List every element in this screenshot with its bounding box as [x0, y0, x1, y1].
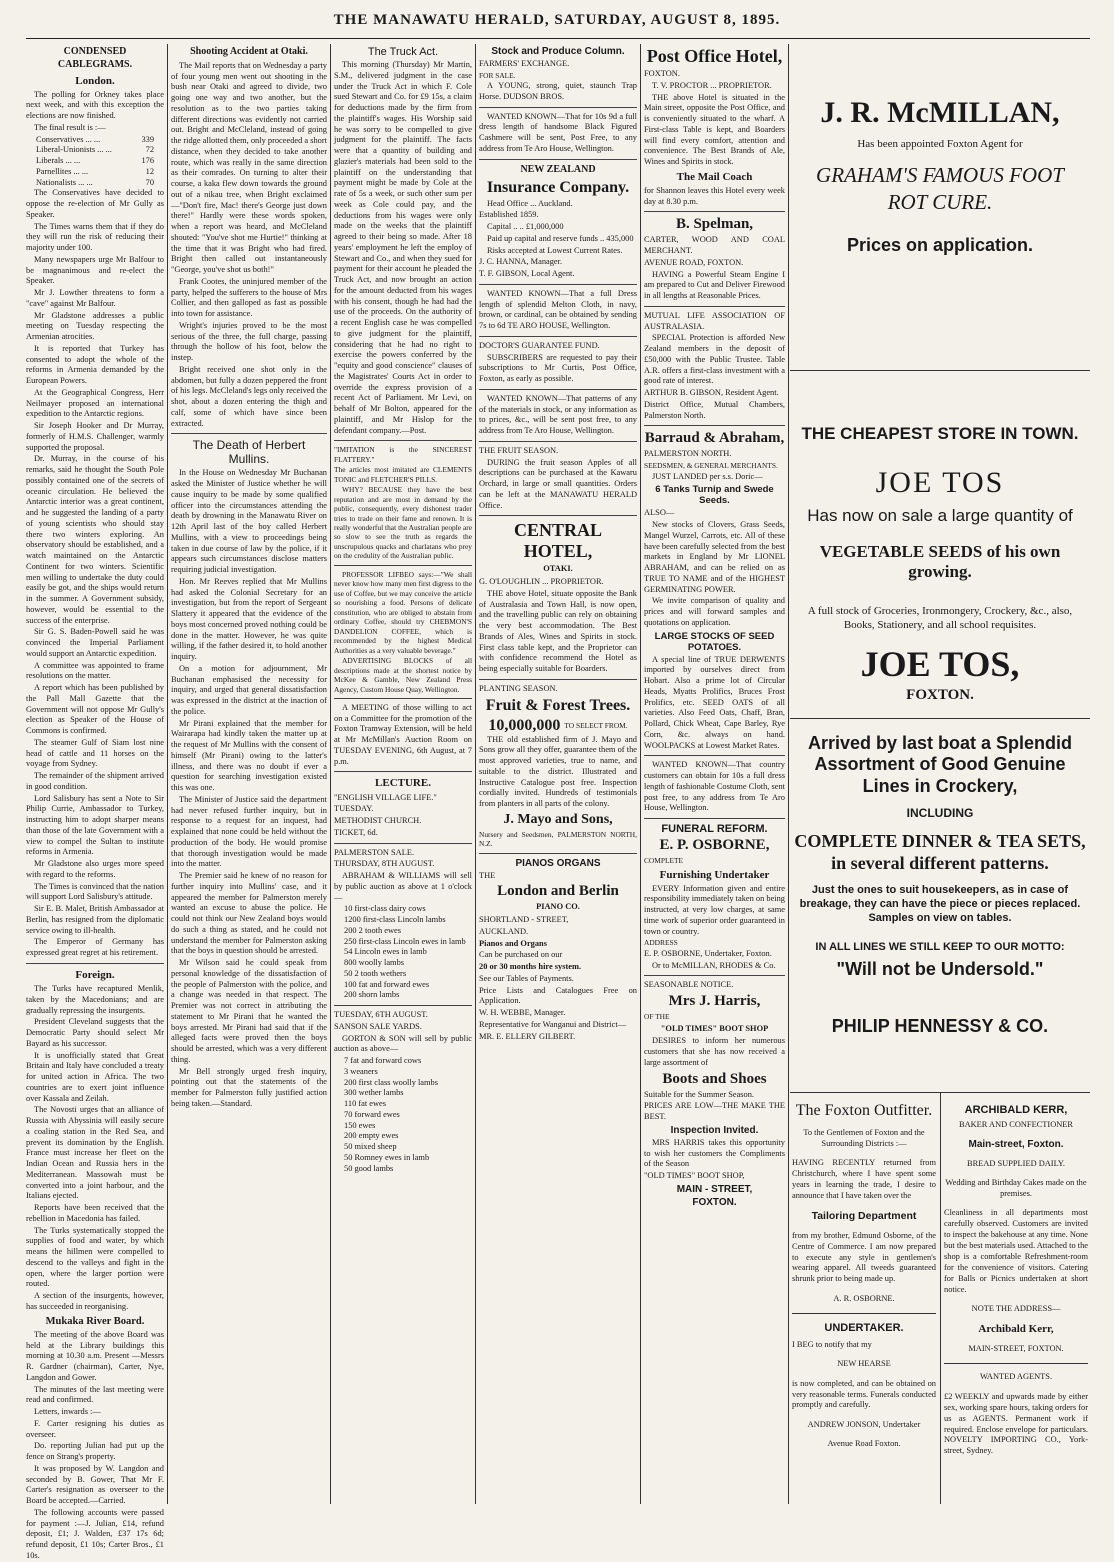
list-item: 800 woolly lambs: [344, 958, 405, 968]
paragraph: The remainder of the shipment arrived in good condition.: [26, 771, 164, 791]
ad-text: SUBSCRIBERS are requested to pay their subscriptions to Mr Curtis, Post Office, Foxton, as early as possible.: [479, 352, 637, 384]
paragraph: Lord Salisbury has sent a Note to Sir Philip Currie, Ambassador to Turkey, instructing him to adopt sharper means than those of the late Government with a view to compel the Sultan to institute reforms in Armenia.: [26, 793, 164, 857]
ad-text: NEW HEARSE: [837, 1359, 891, 1369]
ad-title: J. R. McMILLAN,: [820, 96, 1060, 129]
ad-text: THE above Hotel is situated in the Main street, opposite the Post Office, and is conveniently situated to the wharf. A First-class Table is kept, and Boarders will find every comfort, attention and convenience. The Best Brands of Ale, Wines and Spirits in stock.: [644, 92, 785, 166]
ad-text: Risks accepted at Lowest Current Rates.: [487, 245, 623, 255]
ad-text: THE FRUIT SEASON.: [479, 445, 559, 455]
ad-text: A MEETING of those willing to act on a Committee for the promotion of the Foxton Tramway Extension, will be held at Mr McMillan's Auction Room on TUESDAY EVENING, 6th August, at 7 p.m.: [334, 702, 472, 766]
ad-text: from my brother, Edmund Osborne, of the Centre of Commerce. I am now prepared to execute any style in gentlemen's wearing apparel. All tweeds guaranteed shrunk prior to being made up.: [792, 1230, 936, 1284]
ad-text: NOTE THE ADDRESS—: [971, 1304, 1061, 1314]
ad-head: Tailoring Department: [811, 1210, 917, 1223]
ad-head: Main-street, Foxton.: [968, 1139, 1064, 1151]
ad-text: WANTED KNOWN—That patterns of any of the materials in stock, or any information as to prices, &c., will be sent post free, to any address from Te Aro House, Wellington.: [479, 393, 637, 436]
ad-text: W. H. WEBBE, Manager.: [479, 1008, 566, 1018]
ad-text: Suitable for the Summer Season.: [644, 1089, 755, 1099]
ad-head: The Mail Coach: [676, 170, 753, 183]
paragraph: The Novosti urges that an alliance of Russia with Abyssinia will easily secure a coaling station in the Red Sea, and prevent its domination by the English. France must increase her fleet on the Indian Ocean and Russia hers in the Mediterranean. Massowah must be converted into a joint harbour, and the Italians ejected.: [26, 1105, 164, 1201]
list-item: 50 2 tooth wethers: [344, 968, 407, 978]
ad-text: COMPLETE: [644, 856, 684, 866]
ad-title: THE CHEAPEST STORE IN TOWN.: [801, 424, 1079, 443]
ad-text: WANTED KNOWN—That country customers can obtain for 10s a full dress length of fashionable Costume Cloth, sent post free, to any address from Te Aro House, Wellington.: [644, 760, 785, 813]
section-title: The Death of Herbert Mullins.: [192, 438, 306, 467]
lecture-head: LECTURE.: [375, 777, 431, 790]
ad-text: Established 1859.: [479, 210, 539, 220]
ad-text: CARTER, WOOD AND COAL MERCHANT.: [644, 235, 785, 256]
ad-text: We invite comparison of quality and prices and will forward samples and quotations on application.: [644, 596, 785, 627]
ad-text: J. C. HANNA, Manager.: [479, 257, 563, 267]
ad-text: WANTED KNOWN—That a full Dress length of splendid Melton Cloth, in navy, brown, or cardinal, can be obtained by sending 7s to 6d TE ARO HOUSE, Wellington.: [479, 288, 637, 331]
paragraph: F. Carter resigning his duties as overseer.: [26, 1418, 164, 1439]
ad-title: Prices on application.: [846, 234, 1034, 255]
column-rule: [330, 44, 331, 1504]
ad-title: Fruit & Forest Trees.: [485, 696, 631, 714]
ad-text: PALMERSTON NORTH.: [644, 449, 732, 459]
paragraph: Do. reporting Julian had put up the fence on Strang's property.: [26, 1441, 164, 1462]
ad-text: Head Office ... Auckland.: [487, 198, 573, 208]
paragraph: Frank Cootes, the uninjured member of the party, helped the sufferers to the house of Mrs Collier, and then galloped as fast as possible into town for assistance.: [171, 276, 327, 319]
paragraph: Sir Joseph Hooker and Dr Murray, formerly of H.M.S. Challenger, warmly supported the proposal.: [26, 421, 164, 452]
ad-head: FOXTON.: [692, 1196, 737, 1208]
ad-text: AUCKLAND.: [479, 926, 529, 936]
ad-text: ADVERTISING BLOCKS of all descriptions made at the shortest notice by McKee & Gamble, New Zealand Press Agency, Custom House Quay, Wellington.: [334, 656, 472, 694]
ad-text: METHODIST CHURCH.: [334, 816, 422, 826]
ad-text: GORTON & SON will sell by public auction as above—: [334, 1033, 472, 1054]
ad-text: THE: [479, 870, 496, 880]
ad-title: The Foxton Outfitter.: [795, 1102, 933, 1119]
ad-text: Just the ones to suit housekeepers, as in case of breakage, they can have the piece or pieces replaced. Samples on view on tables.: [799, 883, 1081, 925]
ad-text: OF THE: [644, 1012, 670, 1022]
ad-text: DESIRES to inform her numerous customers that she has now received a large assortment of: [644, 1036, 785, 1067]
ad-text: SEASONABLE NOTICE.: [644, 980, 734, 990]
subhead-foreign: Foreign.: [75, 968, 115, 981]
ad-text: ALSO—: [644, 508, 675, 518]
paragraph: The Turks systematically stopped the supplies of food and water, by which means the hillmen were compelled to descend to the valleys and fight in the open, where the larger portion were routed.: [26, 1225, 164, 1289]
list-item: 200 shorn lambs: [344, 990, 400, 1000]
paragraph: Mr Pirani explained that the member for Wairarapa had kindly taken the matter up at the request of Mr Mullins with the consent of himself (Mr Pirani) owing to the latter's illness, and there was no doubt if ever a question for searching investigation existed this was one.: [171, 718, 327, 793]
paragraph: Mr Bell strongly urged fresh inquiry, pointing out that the statements of the member for Palmerston fully justified action being taken.—Standard.: [171, 1066, 327, 1108]
ad-text: "ENGLISH VILLAGE LIFE.": [334, 792, 437, 802]
section-title: The Truck Act.: [367, 46, 439, 58]
ad-text: AVENUE ROAD, FOXTON.: [644, 257, 744, 267]
ad-text: FOR SALE.: [479, 70, 516, 80]
ad-row: [479, 717, 637, 735]
ad-text: ABRAHAM & WILLIAMS will sell by public auction as above at 1 o'clock—: [334, 871, 472, 902]
ad-text: PALMERSTON SALE.: [334, 847, 415, 857]
ad-text: Capital .. .. £1,000,000: [487, 222, 564, 232]
ad-title: VEGETABLE SEEDS of his own growing.: [819, 542, 1061, 582]
ad-text: E. P. OSBORNE, Undertaker, Foxton.: [644, 948, 772, 958]
paragraph: Reports have been received that the rebellion in Macedonia has failed.: [26, 1203, 164, 1223]
ad-head: Archibald Kerr,: [978, 1323, 1054, 1336]
ad-text: SANSON SALE YARDS.: [334, 1021, 422, 1031]
ad-text: Can be purchased on our: [479, 950, 563, 960]
paragraph: Dr. Murray, in the course of his remarks, said he thought the South Pole possibly contained one of the secrets of oceanic circulation. He believed the Antarctic interior was a great continent, and he suggested the landing of a party of young scientists who should stay there two winters exploring. An observatory should be established, and a watch maintained on the Antarctic Continent for two winters. Scientific men willing to undertake the duty could easily be got, and the ships would return in the summer. A Government subsidy, however, would be essential to the success of the enterprise.: [26, 454, 164, 625]
ad-text: TO SELECT FROM.: [564, 720, 628, 730]
paragraph: The Turks have recaptured Menlik, taken by the Macedonians; and are gradually repressing the insurgents.: [26, 984, 164, 1015]
ad-text: THURSDAY, 8TH AUGUST.: [334, 859, 435, 869]
paragraph: The following accounts were passed for payment :—J. Julian, £14, refund deposit, £1; J. Walden, £37 17s 6d; refund deposit, £1 10s; Carter Bros., £1 10s.: [26, 1507, 164, 1560]
ad-text: FOXTON.: [644, 69, 680, 78]
ad-head: MAIN - STREET,: [676, 1183, 753, 1195]
ad-text: SHORTLAND - STREET,: [479, 915, 569, 925]
list-item: 110 fat ewes: [344, 1099, 387, 1109]
column-adverts: [644, 44, 785, 1504]
ad-text: ADDRESS: [644, 938, 678, 948]
column-truck-act: [334, 44, 472, 1504]
ad-text: BAKER AND CONFECTIONER: [959, 1120, 1073, 1129]
column-rule: [167, 44, 168, 1504]
column-rule: [475, 44, 476, 1504]
ad-text: HAVING a Powerful Steam Engine I am prepared to Cut and Deliver Firewood in all lengths at Reasonable Prices.: [644, 269, 785, 301]
ad-head: Inspection Invited.: [670, 1124, 759, 1136]
subhead-london: London.: [75, 74, 115, 87]
paragraph: A section of the insurgents, however, has succeeded in reorganising.: [26, 1291, 164, 1311]
ad-number: 10,000,000: [488, 716, 561, 734]
ad-text: A full stock of Groceries, Ironmongery, Crockery, &c., also, Books, Stationery, and all school requisites.: [807, 605, 1073, 632]
ad-text: WANTED AGENTS.: [979, 1372, 1053, 1382]
ad-title: JOE TOS: [875, 465, 1005, 499]
ad-title: Boots and Shoes: [662, 1070, 767, 1087]
section-title: Stock and Produce Column.: [491, 46, 625, 57]
ad-head: PIANOS ORGANS: [515, 857, 601, 869]
list-item: 50 Romney ewes in lamb: [344, 1152, 430, 1162]
ad-title: Post Office Hotel,: [646, 46, 783, 66]
list-item: 70 forward ewes: [344, 1109, 400, 1119]
results-list: [26, 135, 164, 189]
ad-text: See our Tables of Payments.: [479, 973, 574, 983]
ad-text: Price Lists and Catalogues Free on Application.: [479, 985, 637, 1006]
section-title: CONDENSED CABLEGRAMS.: [57, 46, 133, 70]
ad-title: J. Mayo and Sons,: [503, 811, 613, 827]
list-item: 10 first-class dairy cows: [344, 904, 426, 914]
ad-text: PROFESSOR LIFBEO says:—"We shall never know how many men first digress to the use of Coffee, but we may conceive the article so nourishing a food. Persons of delicate constitution, who are obliged to abstain from ordinary Coffee, should try CHEBMON'S DANDELION COFFEE, which is recommended by the highest Medical Authorities as a very valuable beverage.": [334, 569, 472, 655]
paragraph: Many newspapers urge Mr Balfour to be magnanimous and re-elect the Speaker.: [26, 254, 164, 286]
ad-text: MRS HARRIS takes this opportunity to wish her customers the Compliments of the Season: [644, 1137, 785, 1169]
paragraph: A report which has been published by the Pall Mall Gazette that the Government will not oppose Mr Gully's election as Speaker of the House of Commons is confirmed.: [26, 683, 164, 736]
column-rule: [640, 44, 641, 1504]
ad-title: "Will not be Undersold.": [836, 959, 1044, 980]
ad-text: MR. E. ELLERY GILBERT.: [479, 1031, 576, 1041]
ad-title: GRAHAM'S FAMOUS FOOT ROT CURE.: [816, 163, 1064, 215]
ad-head: FUNERAL REFORM.: [661, 823, 768, 836]
ad-text: £2 WEEKLY and upwards made by either sex, working spare hours, taking orders for us as AGENTS. Permanent work if required. Enclose envelope for particulars. NOVELTY IMPORTING CO., York-street, Sydney.: [944, 1391, 1088, 1456]
ad-text: THE old established firm of J. Mayo and Sons grow all they offer, guarantee them of the most approved varieties, true to name, and suitable to the district. Illustrated and Instructive Catalogue post free. Inspection cordially invited. Hundreds of testimonials from planters in all parts of the colony.: [479, 734, 637, 809]
result-row: Liberal-Unionists ... ... 72: [36, 145, 154, 155]
ad-title: London and Berlin: [497, 883, 619, 900]
result-row: Conservatives ... ... 339: [36, 134, 154, 144]
ad-text: I BEG to notify that my: [792, 1340, 872, 1350]
ad-title: E. P. OSBORNE,: [659, 837, 770, 854]
list-item: 3 weaners: [344, 1066, 378, 1076]
ad-text: Or to McMILLAN, RHODES & Co.: [652, 960, 776, 970]
ad-text: To the Gentlemen of Foxton and the Surrounding Districts :—: [803, 1128, 925, 1148]
ad-text: WANTED KNOWN—That for 10s 9d a full dress length of handsome Black Figured Cashmere will be sent, Post Free, to any address from Te Aro House, Wellington.: [479, 111, 637, 153]
ad-text: Representative for Wanganui and District—: [479, 1019, 627, 1029]
list-item: 50 good lambs: [344, 1163, 394, 1173]
ad-title: ARCHIBALD KERR,: [964, 1104, 1068, 1116]
ad-text: HAVING RECENTLY returned from Christchurch, where I have spent some years in learning the trade, I desire to announce that I have taken over the: [792, 1158, 936, 1200]
advert-kerr: [944, 1096, 1088, 1504]
right-advert-block: [790, 44, 1090, 1504]
advert-outfitter: [792, 1096, 936, 1504]
paragraph: The Times warns them that if they do they will run the risk of reducing their majority under 100.: [26, 221, 164, 253]
ad-text: Pianos and Organs: [479, 938, 547, 948]
list-item: 200 2 tooth ewes: [344, 925, 401, 935]
paragraph: Sir E. B. Malet, British Ambassador at Berlin, has resigned from the diplomatic service owing to ill-health.: [26, 904, 164, 935]
paragraph: Mr Gladstone also urges more speed with regard to the reforms.: [26, 859, 164, 879]
subhead-mukaka: Mukaka River Board.: [45, 1315, 145, 1327]
ad-text: INCLUDING: [906, 805, 974, 820]
ad-text: A special line of TRUE DERWENTS imported by ourselves direct from Hobart. Also a prime lot of Circular Heads, Myatts Prolifics, Bruces Frost Prolifics, etc. SEED OATS of all varieties. Also Feed Oats, Chaff, Bran, Pollard, Chick Wheat, Cape Barley, Rye Corn, &c. always on hand. WOOLPACKS at Lowest Market Rates.: [644, 654, 785, 750]
ad-text: New stocks of Clovers, Grass Seeds, Mangel Wurzel, Carrots, etc. All of these have been carefully selected from the best markets in England by Mr LIONEL ABRAHAM, and can be relied on as TRUE TO NAME and of the HIGHEST GERMINATING POWER.: [644, 520, 785, 594]
ad-text: Has been appointed Foxton Agent for: [857, 138, 1023, 150]
ad-text: Has now on sale a large quantity of: [807, 505, 1073, 525]
ad-text: TICKET, 6d.: [334, 827, 378, 837]
ad-text: A YOUNG, strong, quiet, staunch Trap Horse. DUDSON BROS.: [479, 81, 637, 101]
ad-head: NEW ZEALAND: [520, 163, 596, 175]
ad-head: LARGE STOCKS OF SEED POTATOES.: [654, 630, 775, 653]
section-title: Shooting Accident at Otaki.: [190, 46, 308, 57]
ad-text: A. R. OSBORNE.: [833, 1293, 895, 1303]
column-rule: [788, 44, 789, 1504]
list-item: 200 first class woolly lambs: [344, 1077, 438, 1087]
ad-head: 6 Tanks Turnip and Swede Seeds.: [655, 484, 774, 507]
masthead: THE MANAWATU HERALD, SATURDAY, AUGUST 8, 1895.: [333, 12, 781, 28]
paragraph: The minutes of the last meeting were read and confirmed.: [26, 1384, 164, 1405]
list-item: 7 fat and forward cows: [344, 1056, 422, 1066]
ad-title: PHILIP HENNESSY & CO.: [831, 1016, 1049, 1037]
ad-text: Paid up capital and reserve funds .. 435,000: [487, 233, 634, 243]
ad-text: SPECIAL Protection is afforded New Zealand members in the deposit of £50,000 with the Public Trustee. Table A.R. offers a first-class investment with a good rate of interest.: [644, 333, 785, 386]
paragraph: On a motion for adjournment, Mr Buchanan emphasised the necessity for inquiry, and urged that general dissatisfaction was expressed in the district at the inaction of the police.: [171, 663, 327, 716]
result-row: Nationalists ... ... 70: [36, 177, 154, 187]
paragraph: The Times is convinced that the nation will support Lord Salisbury's attitude.: [26, 881, 164, 902]
ad-text: PLANTING SEASON.: [479, 683, 558, 693]
paragraph: It was proposed by W. Langdon and seconded by B. Gower, That Mr F. Carter's resignation as overseer to the Board be accepted.—Carried.: [26, 1463, 164, 1506]
ad-text: G. O'LOUGHLIN ... PROPRIETOR.: [479, 577, 604, 587]
list-item: 100 fat and forward ewes: [344, 979, 430, 989]
paragraph: The Conservatives have decided to oppose the re-election of Mr Gully as Speaker.: [26, 188, 164, 219]
list-item: 300 wether lambs: [344, 1088, 404, 1098]
paragraph: The Premier said he knew of no reason for further inquiry into Mullins' case, and it appeared the member for Palmerston merely wanted an excuse to abuse the police. He could not think our New Zealand boys would do such a thing as stated, and he could not understand the member for Palmerston asking that the boys in question should be arrested.: [171, 871, 327, 956]
ad-text: WHY? BECAUSE they have the best reputation and are most in demand by the public, consequently, every dishonest trader tries to trade on their fame and renown. It is really wonderful that the Australian people are so slow to see the truth as regards the unscrupulous quacks and charlatans who prey on the credulity of the Australian public.: [334, 485, 472, 561]
masthead-rule: [26, 38, 1090, 39]
result-row: Parnellites ... ... 12: [36, 166, 154, 176]
paragraph: It is unofficially stated that Great Britain and Italy have concluded a treaty for united action in Africa. The two countries are to exert joint influence over Kassala and Zeilah.: [26, 1050, 164, 1103]
ad-head: Furnishing Undertaker: [659, 868, 770, 881]
paragraph: The Emperor of Germany has expressed great regret at his retirement.: [26, 937, 164, 958]
ad-text: IN ALL LINES WE STILL KEEP TO OUR MOTTO:: [815, 941, 1065, 954]
paragraph: Mr Gladstone addresses a public meeting on Tuesday respecting the Armenian atrocities.: [26, 310, 164, 342]
column-shooting: [171, 44, 327, 1504]
ad-text: FOXTON.: [906, 686, 974, 703]
ad-subtitle: PIANO CO.: [536, 902, 580, 912]
paragraph: The Mail reports that on Wednesday a party of four young men went out shooting in the bush near Otaki and agreed to divide, two going one way and two another, but the resolution as to the two parties taking different directions was evidently not carried out. Bright and McCleland, instead of going the ridge allotted them, only proceeded a short distance, when they decided to take another route, which was really in the same direction as their comrades. On turning to alter their course, a kaka flew down towards the ground out of a nikau tree, when Bright exclaimed —"Don't fire, Mac! there's George just down there!" Hardly were these words spoken, when a report was heard, and McCleland shouted: "You've shot me Hurtie!" thinking at the time that it was Bright who had fired. Bright then called out instantaneously "George, you've shot us both!": [171, 60, 327, 275]
ad-head: UNDERTAKER.: [824, 1322, 904, 1335]
paragraph: The final result is :—: [34, 122, 106, 132]
ad-text: Wedding and Birthday Cakes made on the premises.: [945, 1178, 1087, 1198]
result-row: Liberals ... ... 176: [36, 156, 154, 166]
list-item: 1200 first-class Lincoln lambs: [344, 915, 446, 925]
ad-text: Nursery and Seedsmen, PALMERSTON NORTH, N.Z.: [479, 829, 637, 849]
paragraph: Sir G. S. Baden-Powell said he was convinced the Imperial Parliament would support an Antarctic expedition.: [26, 627, 164, 658]
ad-title: COMPLETE DINNER & TEA SETS, in several different patterns.: [794, 830, 1086, 874]
list-item: 200 empty ewes: [344, 1131, 399, 1141]
paragraph: At the Geographical Congress, Herr Neilmayer proposed an international expedition to the Antarctic regions.: [26, 387, 164, 419]
ad-text: "IMITATION is the SINCEREST FLATTERY.": [334, 445, 472, 464]
ad-title: B. Spelman,: [675, 216, 754, 233]
paragraph: The meeting of the above Board was held at the Library buildings this morning at 10.30 a.m. Present —Messrs R. Gardner (chairman), Carter, Nye, Langdon and Gower.: [26, 1329, 164, 1382]
ad-text: DOCTOR'S GUARANTEE FUND.: [479, 340, 600, 350]
paragraph: Letters, inwards :—: [34, 1407, 101, 1417]
ad-title: Arrived by last boat a Splendid Assortment of Good Genuine Lines in Crockery,: [807, 732, 1073, 796]
advert-mcmillan: [790, 44, 1090, 374]
ad-text: SEEDSMEN, & GENERAL MERCHANTS.: [644, 461, 778, 471]
paragraph: The steamer Gulf of Siam lost nine head of cattle and 11 horses on the voyage from Sydney.: [26, 737, 164, 769]
list-item: 54 Lincoln ewes in lamb: [344, 947, 427, 957]
ad-text: T. F. GIBSON, Local Agent.: [479, 269, 575, 279]
ad-text: is now completed, and can be obtained on very reasonable terms. Funerals conducted promptly and carefully.: [792, 1378, 936, 1410]
paragraph: This morning (Thursday) Mr Martin, S.M., delivered judgment in the case under the Truck Act in which F. Cole sued Stewart and Co. for £9 15s, a claim for deductions made by the firm from the plaintiff's wages. His Worship said he was sorry to be compelled to give judgment for the plaintiff. The facts were that a quantity of building and glazier's materials had been sold to the plaintiff on the understanding that payment might be made by Cole at the rate of 5s a week, or such other sum per week as Cole could pay, and the deductions from his wages were only made on the weeks that the plaintiff agreed to their being so made. After 18 years' employment he left the employ of Stewart and Co., and when they sued for payment for their account he pleaded the Truck Act, and now brought an action for the amount deducted from his wages with his consent, though he had had the use of the proceeds. On the authority of a recent English case he was compelled to give judgment for the plaintiff, considering that he had no right to exercise the powers conferred by the "equity and good conscience" clauses of the Magistrates' Courts Act in order to override the express provision of a recent Act of Parliament. Mr Levi, on behalf of Mr Bolton, appeared for the plaintiff, and Mr Hislop for the defendant company.—Post.: [334, 60, 472, 435]
ad-subtitle: OTAKI.: [543, 564, 573, 574]
paragraph: Mr J. Lowther threatens to form a "cave" against Mr Balfour.: [26, 288, 164, 308]
ad-text: Cleanliness in all departments most carefully observed. Customers are invited to inspect the bakehouse at any time. None but the best materials used. Attached to the shop is a comfortable Refreshment-room for the convenience of visitors. Catering for Balls or Picnics undertaken at short notice.: [944, 1208, 1088, 1294]
ad-text: TUESDAY, 6TH AUGUST.: [334, 1010, 428, 1020]
paragraph: The polling for Orkney takes place next week, and with this exception the elections are now finished.: [26, 89, 164, 121]
column-cablegrams: [26, 44, 164, 1560]
ad-text: FARMERS' EXCHANGE.: [479, 59, 570, 68]
ad-text: Avenue Road Foxton.: [827, 1439, 901, 1449]
ad-text: 20 or 30 months hire system.: [479, 962, 582, 972]
ad-text: JUST LANDED per s.s. Doric—: [652, 471, 763, 481]
ad-text: TUESDAY.: [334, 804, 374, 814]
paragraph: In the House on Wednesday Mr Buchanan asked the Minister of Justice whether he will cause inquiry to be made by some qualified officer into the circumstances attending the death by drowning in the Manawatu River on 12th April last of the boy called Herbert Mullins, with a view to proceedings being taken in due course of law by the police, if it appears such circumstances disclose matters requiring judicial investigation.: [171, 468, 327, 575]
ad-text: BREAD SUPPLIED DAILY.: [967, 1158, 1065, 1168]
ad-title: CENTRAL HOTEL,: [513, 520, 602, 562]
list-item: 50 mixed sheep: [344, 1142, 397, 1152]
ad-text: for Shannon leaves this Hotel every week day at 8.30 p.m.: [644, 185, 785, 206]
ad-text: PRICES ARE LOW—THE MAKE THE BEST.: [644, 1101, 785, 1122]
ad-text: EVERY Information given and entire responsibility immediately taken on being instructed, at very low charges, at same time work of superior order guaranteed in town or country.: [644, 883, 785, 936]
paragraph: It is reported that Turkey has consented to adopt the whole of the reforms in Armenia demanded by the European Powers.: [26, 343, 164, 386]
paragraph: Hon. Mr Reeves replied that Mr Mullins had asked the Colonial Secretary for an investigation, but from the report of Sergeant Slattery it appeared that the evidence of the boys most concerned proved nothing could be done in the matter. However, he was quite willing, if the father desired it, to hold another inquiry.: [171, 576, 327, 662]
ad-text: MUTUAL LIFE ASSOCIATION OF AUSTRALASIA.: [644, 310, 785, 331]
ad-title: Insurance Company.: [486, 178, 630, 196]
paragraph: The Minister of Justice said the department had never refused further inquiry, but in response to a request for an inquest, had explained that none could be held without the production of the body. He would promise that thorough investigation would be made into the matter.: [171, 794, 327, 869]
ad-text: District Office, Mutual Chambers, Palmerston North.: [644, 399, 785, 420]
paragraph: Bright received one shot only in the abdomen, but fully a dozen peppered the front of his legs. McCleland's legs only received the shot, about a dozen entering the thigh and calf, some of which have since been extracted.: [171, 364, 327, 428]
ad-title: JOE TOS,: [860, 643, 1020, 684]
ad-text: The articles most imitated are CLEMENTS TONIC and FLETCHER'S PILLS.: [334, 465, 472, 484]
ad-title: Barraud & Abraham,: [644, 430, 785, 447]
ad-text: THE above Hotel, situate opposite the Bank of Australasia and Town Hall, is now open, and the travelling public can rely on obtaining the very best accommodation. The Best Brands of Ales, Wines and Spirits in stock. First class table kept, and the Proprietor can with confidence recommend the Hotel as being especially suitable for Boarders.: [479, 588, 637, 674]
ad-head: "OLD TIMES" BOOT SHOP: [660, 1023, 769, 1033]
ad-text: "OLD TIMES" BOOT SHOP,: [644, 1171, 745, 1181]
paragraph: A committee was appointed to frame resolutions on the matter.: [26, 660, 164, 681]
column-stock-produce: [479, 44, 637, 1504]
list-item: 150 ewes: [344, 1120, 376, 1130]
ad-text: ANDREW JONSON, Undertaker: [807, 1419, 921, 1429]
paragraph: Wright's injuries proved to be the most serious of the three, the full charge, passing through the hollow of his foot, below the instep.: [171, 320, 327, 363]
paragraph: Mr Wilson said he could speak from personal knowledge of the dissatisfaction of the people of Palmerston with the police, and a change was needed in that respect. The Premier was not correct in attributing the statement to Mr Pirani that he wanted the boys arrested. Mr Pirani had said that if the alleged facts were proved then the boys should be arrested, which was a very different thing.: [171, 958, 327, 1064]
ad-title: Mrs J. Harris,: [668, 993, 761, 1010]
list-item: 250 first-class Lincoln ewes in lamb: [344, 936, 466, 946]
ad-text: DURING the fruit season Apples of all descriptions can be purchased at the Kawaru Orchard, in large or small quantities. Orders can be left at the MANAWATU HERALD Office.: [479, 457, 637, 510]
ad-text: T. V. PROCTOR ... PROPRIETOR.: [652, 80, 772, 90]
paragraph: President Cleveland suggests that the Democratic Party should select Mr Bayard as his successor.: [26, 1017, 164, 1048]
ad-text: MAIN-STREET, FOXTON.: [968, 1343, 1064, 1353]
sale-list: [334, 904, 472, 1001]
ad-text: ARTHUR B. GIBSON, Resident Agent.: [644, 388, 779, 398]
sale-list: [334, 1056, 472, 1174]
